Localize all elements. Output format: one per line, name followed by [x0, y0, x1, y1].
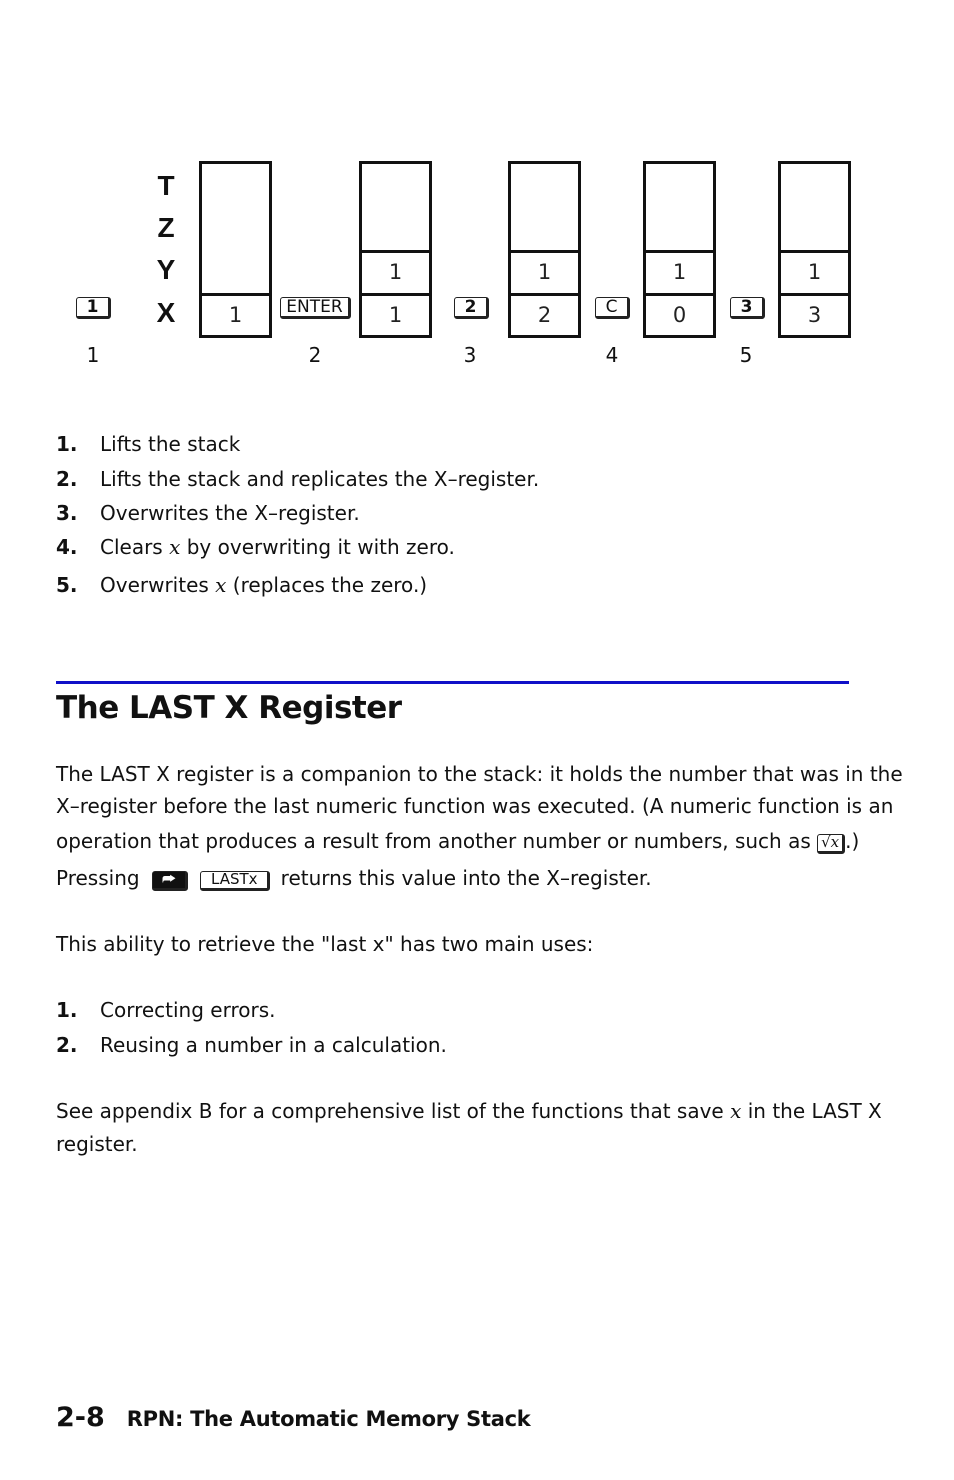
paragraph-text: See appendix B for a comprehensive list of the functions that save	[56, 1099, 731, 1123]
register-label-x: X	[156, 297, 176, 328]
stack-cell-t	[646, 164, 713, 207]
stack-cell-t	[781, 164, 848, 207]
paragraph-line: X–register before the last numeric function was executed. (A numeric function is an	[56, 794, 894, 818]
step-number: 4	[605, 343, 619, 367]
clear-key: C	[595, 297, 630, 319]
register-label-t: T	[157, 170, 175, 201]
stack-cell-z	[202, 207, 269, 250]
stack-cell-z	[781, 207, 848, 250]
stack-cell-z	[362, 207, 429, 250]
paragraph-line: This ability to retrieve the "last x" has two main uses:	[56, 932, 594, 956]
stack-cell-y: 1	[781, 250, 848, 293]
list-text: Correcting errors.	[100, 998, 276, 1022]
paragraph-text: operation that produces a result from another number or numbers, such as	[56, 829, 811, 853]
paragraph-text: in the LAST X	[741, 1099, 882, 1123]
chapter-title: RPN: The Automatic Memory Stack	[126, 1407, 531, 1431]
step-number: 2	[308, 343, 322, 367]
register-label-y: Y	[156, 254, 176, 285]
stack-step-5	[778, 161, 851, 338]
stack-cell-y: 1	[511, 250, 578, 293]
list-number: 2.	[56, 1033, 78, 1057]
list-text: Overwrites the X–register.	[100, 501, 360, 525]
step-number: 3	[463, 343, 477, 367]
digit-3-key: 3	[730, 297, 765, 319]
list-text: by overwriting it with zero.	[180, 535, 455, 559]
list-text: Overwrites	[100, 573, 216, 597]
step-number: 5	[739, 343, 753, 367]
list-text: Lifts the stack and replicates the X–register.	[100, 467, 540, 491]
stack-cell-t	[202, 164, 269, 207]
stack-cell-x: 0	[646, 293, 713, 336]
list-item	[56, 572, 427, 598]
list-number: 1.	[56, 432, 78, 456]
list-item	[56, 534, 455, 560]
step-number: 1	[86, 343, 100, 367]
list-text: Lifts the stack	[100, 432, 241, 456]
list-text: Clears	[100, 535, 170, 559]
stack-cell-t	[511, 164, 578, 207]
paragraph-line	[56, 865, 652, 891]
variable-x: x	[215, 573, 227, 597]
stack-cell-z	[511, 207, 578, 250]
stack-cell-x: 1	[362, 293, 429, 336]
register-label-z: Z	[157, 212, 175, 243]
stack-cell-x: 1	[202, 293, 269, 336]
stack-cell-x: 2	[511, 293, 578, 336]
square-root-key: √x	[817, 834, 845, 854]
page-footer	[56, 1402, 530, 1433]
list-item	[56, 431, 240, 457]
list-item	[56, 997, 275, 1023]
list-item	[56, 466, 539, 492]
paragraph-line: The LAST X register is a companion to the stack: it holds the number that was in the	[56, 762, 903, 786]
stack-cell-z	[646, 207, 713, 250]
stack-step-4	[643, 161, 716, 338]
stack-cell-y: 1	[646, 250, 713, 293]
digit-2-key: 2	[454, 297, 489, 319]
stack-cell-y: 1	[362, 250, 429, 293]
digit-1-key: 1	[76, 297, 111, 319]
last-x-key: LASTx	[200, 871, 270, 891]
paragraph-text: Pressing	[56, 866, 140, 890]
paragraph-line	[56, 1098, 882, 1124]
stack-cell-t	[362, 164, 429, 207]
list-number: 2.	[56, 467, 78, 491]
stack-step-3	[508, 161, 581, 338]
stack-step-2	[359, 161, 432, 338]
right-shift-key: ⮫	[152, 871, 188, 891]
list-text: Reusing a number in a calculation.	[100, 1033, 447, 1057]
paragraph-text: .)	[845, 829, 860, 853]
stack-step-1	[199, 161, 272, 338]
list-number: 4.	[56, 535, 78, 559]
section-heading: The LAST X Register	[56, 690, 402, 726]
enter-key: ENTER	[280, 297, 351, 319]
paragraph-line: register.	[56, 1132, 138, 1156]
list-item	[56, 500, 360, 526]
variable-x: x	[730, 1099, 742, 1123]
variable-x: x	[169, 535, 181, 559]
paragraph-line	[56, 828, 859, 854]
list-number: 1.	[56, 998, 78, 1022]
list-number: 5.	[56, 573, 78, 597]
section-rule	[56, 681, 849, 684]
stack-cell-y	[202, 250, 269, 293]
page-number: 2-8	[56, 1402, 105, 1433]
list-item	[56, 1032, 447, 1058]
list-text: (replaces the zero.)	[226, 573, 428, 597]
list-number: 3.	[56, 501, 78, 525]
paragraph-text: returns this value into the X–register.	[280, 866, 652, 890]
stack-cell-x: 3	[781, 293, 848, 336]
